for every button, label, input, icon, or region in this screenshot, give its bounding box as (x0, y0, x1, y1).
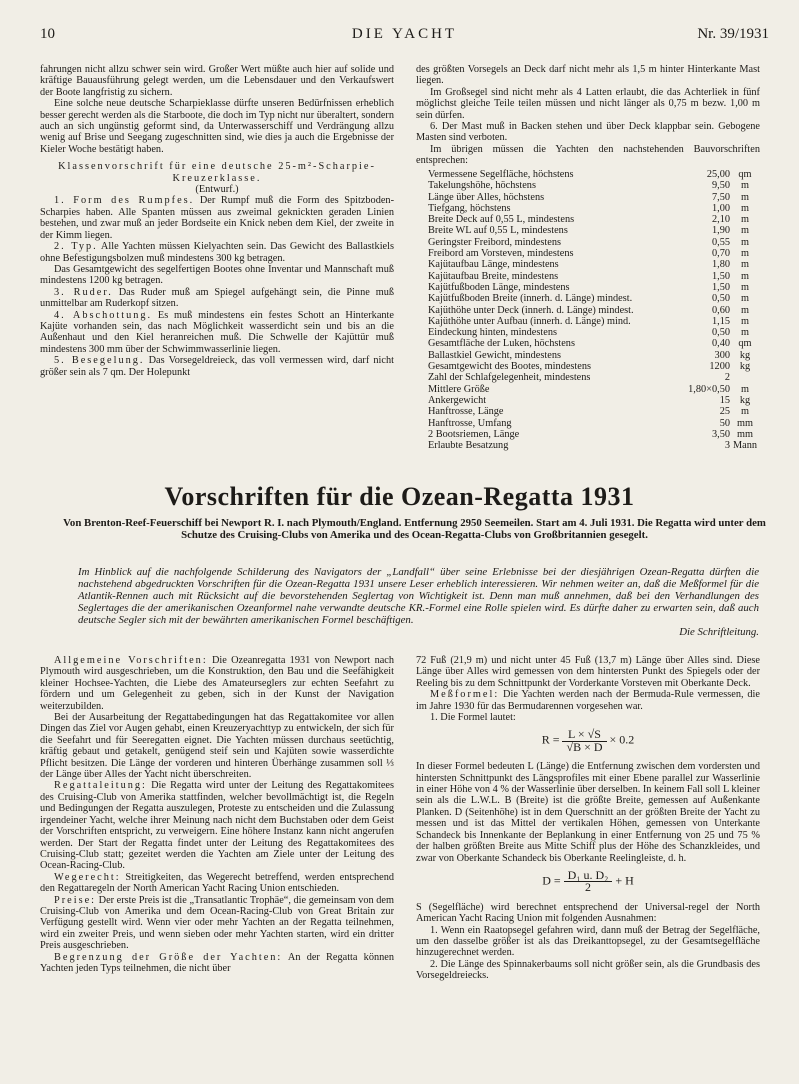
spec-unit: m (740, 270, 749, 282)
spec-unit: mm (736, 417, 754, 429)
spec-unit: m (740, 236, 749, 248)
spec-row (428, 418, 760, 429)
spec-unit: m (740, 180, 749, 192)
paragraph: Im Großsegel sind nicht mehr als 4 Latten erlaubt, die das Achterliek in fünf möglichst gleiche Teile teilen müssen und nicht länger als 0,75 m bezw. 1,00 m sein dürfen. (416, 86, 760, 121)
spec-row (428, 192, 760, 203)
spec-value: 0,55 (711, 236, 730, 248)
spec-row (428, 225, 760, 236)
spec-value: 0,50 (711, 327, 730, 339)
spec-row (428, 271, 760, 282)
spec-unit: mm (736, 428, 754, 440)
rule-paragraph (40, 264, 394, 287)
rule-lead: 2. Typ. (54, 241, 98, 253)
spec-value: 1,15 (711, 315, 730, 327)
rule-text: Die Yachten werden nach der Bermuda-Rule vermessen, die im Jahre 1930 für das Bermudarennen vorgesehen war. (416, 689, 760, 712)
rule-text: Das Gesamtgewicht des segelfertigen Bootes ohne Inventar und Mannschaft muß mindestens 1200 kg betragen. (40, 263, 394, 287)
spec-value: 9,50 (711, 180, 730, 192)
formula-depth (416, 867, 760, 895)
spec-row (428, 259, 760, 270)
spec-label: Geringster Freibord, mindestens (428, 236, 561, 248)
page-header (40, 26, 769, 48)
spec-row (428, 305, 760, 316)
rule-paragraph (40, 655, 394, 712)
spec-row (428, 203, 760, 214)
spec-row (428, 429, 760, 440)
spec-label: Kajütaufbau Breite, mindestens (428, 270, 559, 282)
page-number: 10 (40, 26, 55, 42)
rule-lead: Wegerecht: (54, 871, 121, 883)
left-top-column (40, 64, 394, 378)
article-title: Vorschriften für die Ozean-Regatta 1931 (164, 482, 635, 511)
editor-note (78, 566, 759, 638)
spec-unit: m (740, 214, 749, 226)
spec-value: 1,50 (711, 270, 730, 282)
spec-value: 1200 (709, 361, 730, 373)
paragraph (416, 689, 760, 712)
spec-label: Vermessene Segelfläche, höchstens (428, 169, 574, 180)
spec-unit: m (740, 259, 749, 271)
rule-paragraph (40, 241, 394, 264)
rule-text: Das Ruder muß am Spiegel aufgehängt sein, die Pinne muß unmittelbar am Ruderkopf sitzen. (40, 286, 394, 310)
spec-row (428, 338, 760, 349)
rule-lead: Allgemeine Vorschriften: (54, 655, 208, 666)
spec-row (428, 214, 760, 225)
spec-label: Kajütaufbau Länge, mindestens (428, 259, 559, 271)
spec-value: 0,70 (711, 248, 730, 260)
rule-paragraph (40, 780, 394, 871)
spec-unit: m (740, 225, 749, 237)
spec-unit: qm (738, 338, 752, 350)
spec-label: Kajütfußboden Breite (innerh. d. Länge) mindest. (428, 293, 633, 305)
spec-row (428, 395, 760, 406)
spec-row (428, 293, 760, 304)
rule-paragraph (40, 355, 394, 378)
left-bottom-column (40, 655, 394, 974)
spec-value: 25 (719, 406, 730, 418)
spec-label: Gesamtgewicht des Bootes, mindestens (428, 361, 592, 373)
spec-label: Eindeckung hinten, mindestens (428, 327, 557, 339)
paragraph: 1. Wenn ein Raatopsegel gefahren wird, dann muß der Betrag der Segelfläche, um den dasselbe größer ist als das Dreikanttopsegel, zu der Gesamtsegelfläche hinzugerechnet werden. (416, 924, 760, 959)
rule-text: An der Regatta können Yachten jeden Typs teilnehmen, die nicht über (40, 951, 394, 974)
spec-unit: m (740, 327, 749, 339)
rule-text: Streitigkeiten, das Wegerecht betreffend, werden entsprechend den Regattaregeln der North American Yacht Racing Union entschieden. (40, 871, 394, 895)
spec-value: 15 (719, 394, 730, 406)
paragraph: des größten Vorsegels an Deck darf nicht mehr als 1,5 m hinter Hinterkante Mast liegen. (416, 64, 760, 87)
article-subtitle: Von Brenton-Reef-Feuerschiff bei Newport R. I. nach Plymouth/England. Entfernung 2950 Seemeilen. Start am 4. Juli 1931. Die Regatta wird unter dem Schutze des Cruising-Clubs von Amerika und des Ocean-Regatta-Clubs von Großbritannien gesegelt. (63, 517, 766, 541)
spec-value: 300 (714, 349, 730, 361)
spec-unit: kg (739, 394, 751, 406)
magazine-title: DIE YACHT (351, 26, 458, 42)
spec-value: 7,50 (711, 191, 730, 203)
paragraph: In dieser Formel bedeuten L (Länge) die Entfernung zwischen dem vordersten und hintersten Schnittpunkt des Längsprofiles mit einer Ebene parallel zur Wasserlinie in einer Höhe von 4 % der Wasserlinie über derselben. In keinem Fall soll L kleiner sein als die L.W.L. B (Breite) ist die größte Breite, gemessen auf Außenkante Planken. D (Seitenhöhe) ist in dem Querschnitt an der größten Breite der Yacht zu messen und ist das Mittel der vertikalen Höhen, gemessen von Unterkante Schandeck bis Innenkante der Beplankung in einer Entfernung von 25 und 75 % der halben größten Breite aus Mitte Schiff plus der Höhe des Schanzkleides, und zwar von Oberkante Schandeck bis Oberkante Reelingleiste, d. h. (416, 761, 761, 864)
spec-label: Gesamtfläche der Luken, höchstens (428, 338, 575, 350)
spec-label: Kajütfußboden Länge, mindestens (428, 281, 570, 293)
spec-unit: m (740, 406, 749, 418)
spec-label: Breite WL auf 0,55 L, mindestens (428, 225, 568, 237)
spec-label: Länge über Alles, höchstens (428, 191, 545, 203)
rule-paragraph (40, 872, 394, 895)
paragraph: 6. Der Mast muß in Backen stehen und über Deck klappbar sein. Gebogene Masten sind verboten. (416, 121, 760, 144)
rule-lead: Preise: (54, 894, 97, 906)
formula-denominator: 2 (584, 880, 591, 895)
rule-paragraph (40, 952, 394, 975)
spec-value: 1,00 (711, 202, 730, 214)
spec-label: 2 Bootsriemen, Länge (428, 428, 520, 440)
spec-label: Takelungshöhe, höchstens (428, 180, 536, 192)
spec-unit: m (740, 315, 749, 327)
spec-unit: qm (738, 169, 752, 180)
spec-row (428, 237, 760, 248)
rule-text: Die Regatta wird unter der Leitung des Regattakomitees des Cruising-Club von Amerika stattfinden, welcher bevollmächtigt ist, die Regeln und Bedingungen der Regatta auszulegen, Proteste zu entscheiden und die Zulassung irgendeiner Yacht, welche ihrer Meinung nach nicht dem Buchstaben oder dem Geist der Vorschriften entspricht, zu verweigern. Eine höhere Instanz kann nicht angerufen werden. Der Start der Regatta findet unter der Leitung des Regattakomitees des Cruising-Club statt; gezeitet werden die Yachten am Ziele unter der Leitung des Ocean-Racing-Club. (40, 780, 394, 872)
issue-number: Nr. 39/1931 (697, 26, 769, 42)
paragraph: 2. Die Länge des Spinnakerbaums soll nicht größer sein, als die Grundbasis des Vorsegeldreiecks. (416, 958, 760, 982)
spec-value: 3 (724, 440, 730, 452)
paragraph: fahrungen nicht allzu schwer sein wird. Großer Wert müßte auch hier auf solide und kräftige Bauausführung gelegt werden, um die Lebensdauer und den Verkaufswert der Boote langfristig zu sichern. (40, 64, 394, 98)
rule-lead: Regattaleitung: (54, 780, 147, 792)
spec-row (428, 350, 760, 361)
spec-row (428, 169, 760, 180)
spec-label: Kajüthöhe unter Deck (innerh. d. Länge) mindest. (428, 304, 634, 316)
spec-row (428, 316, 760, 327)
spec-value: 3,50 (711, 428, 730, 440)
spec-value: 1,50 (711, 281, 730, 293)
spec-unit: kg (739, 349, 751, 361)
spec-row (428, 440, 760, 451)
spec-label: Erlaubte Besatzung (428, 440, 509, 452)
spec-label: Kajüthöhe unter Aufbau (innerh. d. Länge) mind. (428, 315, 631, 327)
rule-lead: 5. Besegelung. (54, 355, 145, 367)
spec-unit: m (740, 304, 749, 316)
rule-text: Das Vorsegeldreieck, das voll vermessen wird, darf nicht größer sein als 7 qm. Der Holepunkt (40, 355, 394, 378)
spec-unit: m (740, 293, 749, 305)
spec-row (428, 282, 760, 293)
spec-unit: Mann (732, 440, 758, 452)
paragraph: Im übrigen müssen die Yachten den nachstehenden Bauvorschriften entsprechen: (416, 143, 760, 167)
spec-unit (730, 372, 760, 383)
formula-fraction (562, 729, 606, 753)
paragraph: 1. Die Formel lautet: (430, 712, 516, 724)
rule-paragraph (40, 287, 394, 310)
spec-value: 1,80 (711, 259, 730, 271)
spec-unit: m (740, 248, 749, 260)
spec-value: 1,80×0,50 (688, 383, 730, 395)
formula-fraction (564, 867, 613, 895)
spec-label: Tiefgang, höchstens (428, 202, 511, 214)
rule-lead: 1. Form des Rumpfes. (54, 195, 195, 207)
editor-note-text: Im Hinblick auf die nachfolgende Schilderung des Navigators der „Landfall“ über seine Erlebnisse bei der diesjährigen Ozean-Regatta dürften die nachstehend abgedruckten Vorschriften für die Ozean-Regatta 1931 unsere Leser erheblich interessieren. Wir nehmen weiter an, daß die Meßformel für die Atlantik-Rennen auch mit Rücksicht auf die bevorstehenden Seglertag von Wichtigkeit ist. Denn man muß annehmen, daß bei den Verhandlungen des Seglertages die der amerikanischen Ozeanformel nahe verwandte deutsche KR.-Formel eine Rolle spielen wird. Es dürfte daher zu erwarten sein, daß auch deutsche Segler sich mit der bewährten amerikanischen Formel beschäftigen. (78, 566, 759, 626)
spec-unit: m (740, 191, 749, 203)
spec-label: Hanftrosse, Umfang (428, 417, 512, 429)
spec-label: Ankergewicht (428, 394, 487, 406)
rule-text: Die Ozeanregatta 1931 von Newport nach Plymouth wird ausgeschrieben, um die Konstruktion, den Bau und die Seefähigkeit kleiner Hochsee-Yachten, die Liebe des Amateurseglers zur echten Seefahrt zu fördern und um Gelegenheit zu geben, sich in der Kunst der Navigation weiterzubilden. (40, 655, 395, 712)
spec-label: Mittlere Größe (428, 383, 490, 395)
rule-text: Alle Yachten müssen Kielyachten sein. Das Gewicht des Ballastkiels ohne Befestigungsbolzen muß mindestens 300 kg betragen. (40, 241, 394, 264)
rule-text: Der erste Preis ist die „Transatlantic Trophäe“, die gemeinsam von dem Cruising-Club von Amerika und dem Ocean-Racing-Club von Great Britain zur Verfügung gestellt wird. Wenn vier oder mehr Yachten an der Regatta teilnehmen, wird ein zweiter Preis, und wenn sieben oder mehr Yachten starten, wird ein dritter Preis ausgeschrieben. (40, 894, 394, 952)
spec-label: Hanftrosse, Länge (428, 406, 504, 418)
spec-row (428, 406, 760, 417)
spec-row (428, 327, 760, 338)
spec-row (428, 180, 760, 191)
spec-unit: m (740, 202, 749, 214)
rule-paragraph (40, 712, 394, 780)
spec-value: 25,00 (706, 169, 730, 180)
spec-value: 2,10 (711, 214, 730, 226)
formula-right: × 0.2 (609, 733, 635, 748)
spec-label: Zahl der Schlafgelegenheit, mindestens (428, 372, 591, 384)
formula-right: + H (615, 873, 634, 888)
formula-numerator: D₁ u. D₂ (564, 870, 613, 882)
rule-lead: 4. Abschottung. (54, 309, 153, 321)
rule-paragraph (40, 195, 394, 241)
spec-label: Ballastkiel Gewicht, mindestens (428, 349, 561, 361)
rule-lead: Meßformel: (430, 689, 500, 701)
spec-unit: m (740, 281, 749, 293)
rule-lead: 3. Ruder. (54, 286, 113, 298)
rule-text: Es muß mindestens ein festes Schott an Hinterkante Kajüte vorhanden sein, das nach Möglichkeit wasserdicht sein und bis an die Außenhaut und den Kiel heranreichen muß. Die Schwelle der Kajüttür muß mindestens 300 mm über der Schwimmwasserlinie liegen. (40, 309, 394, 355)
rule-text: Der Rumpf muß die Form des Spitzboden-Scharpies haben. Alle Spanten müssen aus zweimal geknickten geraden Linien bestehen, und zwar muß an jeder Bordseite ein Knick neben dem Kiel, der zweite in der Kimm liegen. (40, 195, 394, 241)
formula-denominator: √B × D (566, 739, 603, 754)
spec-row (428, 372, 760, 383)
spec-value: 1,90 (711, 225, 730, 237)
spec-label: Breite Deck auf 0,55 L, mindestens (428, 214, 575, 226)
right-bottom-column (416, 655, 760, 982)
spec-value: 2 (724, 372, 730, 384)
formula-left: D = (542, 873, 561, 888)
spec-value: 0,60 (711, 304, 730, 316)
paragraph: Eine solche neue deutsche Scharpieklasse dürfte unseren Bedürfnissen erheblich besser gerecht werden als die Starboote, die doch im Typ nicht nur überaltert, sondern auch an sich ungünstig geformt sind, da Unterwasserschiff und Verdrängung allzu wenig auf Brise und Seegang zugeschnitten sind, wie dies ja auch die Ergebnisse der Kieler Woche bestätigt haben. (40, 98, 394, 155)
class-rule-heading: Klassenvorschrift für eine deutsche 25-m²-Scharpie-Kreuzerklasse. (58, 161, 376, 184)
rule-text: Bei der Ausarbeitung der Regattabedingungen hat das Regattakomitee vor allen Dingen das Ziel vor Augen gehabt, einen Kreuzeryachttyp zu entwickeln, der sich für die Seefahrt und für Seeregatten eignet. Die Yachten müssen durchaus seetüchtig, kräftig gebaut und getakelt, genügend steif sein und Kajüten sowie wasserdichte Pflicht besitzen. Die Länge der vorderen und hinteren Überhänge zusammen soll ⅓ der Länge über Alles der Yacht nicht überschreiten. (40, 712, 394, 781)
paragraph: 72 Fuß (21,9 m) und nicht unter 45 Fuß (13,7 m) Länge über Alles sind. Diese Länge über Alles wird gemessen von dem hintersten Punkt des Spiegels oder der Reeling bis zu dem Schnittpunkt der Vorderkante Vorsteven mit Oberkante Deck. (416, 655, 760, 689)
spec-value: 0,40 (711, 338, 730, 350)
spec-row (428, 361, 760, 372)
class-rule-subheading: (Entwurf.) (195, 184, 239, 196)
spec-unit: m (740, 383, 749, 395)
formula-numerator: L × √S (562, 729, 606, 741)
rule-paragraph (40, 895, 394, 952)
spec-value: 0,50 (711, 293, 730, 305)
editor-signature: Die Schriftleitung. (679, 626, 759, 638)
spec-row (428, 384, 760, 395)
paragraph: S (Segelfläche) wird berechnet entsprechend der Universal-regel der North American Yacht Racing Union mit folgenden Ausnahmen: (416, 901, 760, 925)
rule-paragraph (40, 310, 394, 356)
rule-lead: Begrenzung der Größe der Yachten: (54, 951, 283, 963)
spec-label: Freibord am Vorsteven, mindestens (428, 248, 574, 260)
spec-value: 50 (719, 417, 730, 429)
formula-left: R = (541, 733, 560, 748)
spec-unit: kg (739, 361, 751, 373)
formula-rating (416, 729, 760, 753)
right-top-column (416, 64, 760, 167)
spec-table (428, 169, 760, 451)
spec-row (428, 248, 760, 259)
